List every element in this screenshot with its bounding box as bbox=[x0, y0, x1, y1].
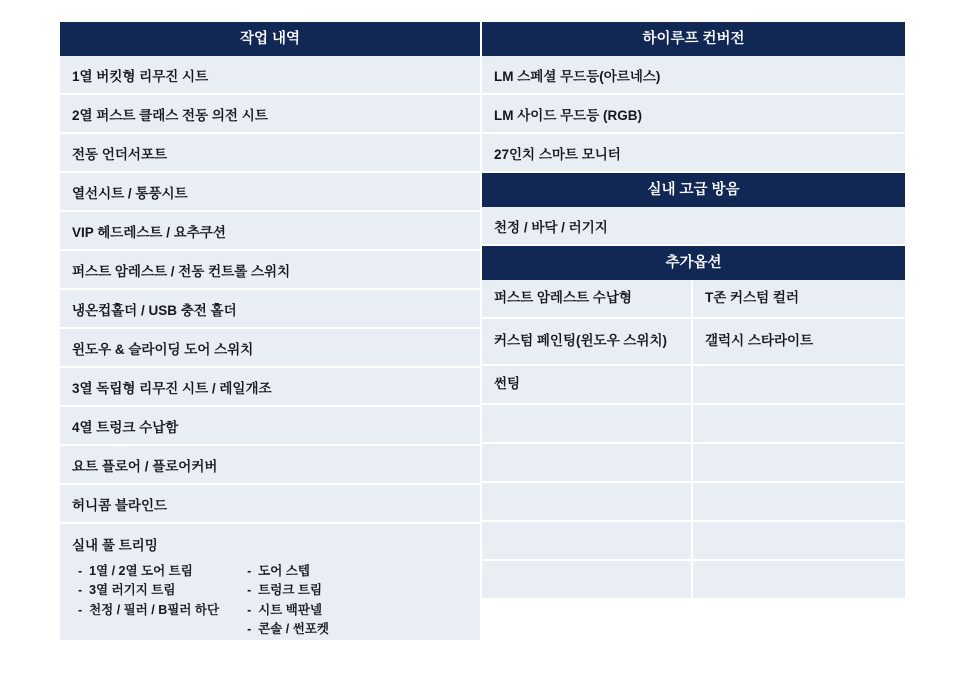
table-row bbox=[482, 405, 693, 444]
section-header-soundproof: 실내 고급 방음 bbox=[482, 173, 905, 207]
column-header-highloof: 하이루프 컨버전 bbox=[482, 22, 905, 56]
list-item: - 3열 러기지 트림 bbox=[78, 581, 219, 600]
list-item: - 도어 스텝 bbox=[247, 562, 329, 581]
table-row: T존 커스텀 컬러 bbox=[693, 280, 905, 319]
extra-options-col-a bbox=[482, 280, 693, 600]
table-row: 3열 독립형 리무진 시트 / 레일개조 bbox=[60, 368, 482, 407]
table-row: 4열 트렁크 수납함 bbox=[60, 407, 482, 446]
table-row bbox=[482, 444, 693, 483]
table-row: 천정 / 바닥 / 러기지 bbox=[482, 207, 905, 246]
spec-table bbox=[60, 22, 905, 642]
list-item: - 천정 / 필러 / B필러 하단 bbox=[78, 601, 219, 620]
list-item: - 콘솔 / 썬포켓 bbox=[247, 620, 329, 639]
table-row bbox=[482, 522, 693, 561]
table-row: 1열 버킷형 리무진 시트 bbox=[60, 56, 482, 95]
column-header-left: 작업 내역 bbox=[60, 22, 482, 56]
table-row: 열선시트 / 통풍시트 bbox=[60, 173, 482, 212]
table-row: 전동 언더서포트 bbox=[60, 134, 482, 173]
table-row: LM 스페셜 무드등(아르네스) bbox=[482, 56, 905, 95]
interior-trimming-list-1 bbox=[78, 562, 219, 640]
table-row: 퍼스트 암레스트 / 전동 컨트롤 스위치 bbox=[60, 251, 482, 290]
table-row: 냉온컵홀더 / USB 충전 홀더 bbox=[60, 290, 482, 329]
list-item: - 시트 백판넬 bbox=[247, 601, 329, 620]
extra-options-grid bbox=[482, 280, 905, 600]
table-row: 커스텀 페인팅(윈도우 스위치) bbox=[482, 319, 693, 366]
table-column-conversion bbox=[482, 22, 905, 600]
list-item: - 1열 / 2열 도어 트림 bbox=[78, 562, 219, 581]
table-row-interior-trimming bbox=[60, 524, 482, 642]
table-row: VIP 헤드레스트 / 요추쿠션 bbox=[60, 212, 482, 251]
table-row: 27인치 스마트 모니터 bbox=[482, 134, 905, 173]
interior-trimming-lists bbox=[72, 562, 329, 640]
table-row bbox=[693, 444, 905, 483]
table-row bbox=[693, 522, 905, 561]
table-column-work-items bbox=[60, 22, 482, 642]
table-row: 갤럭시 스타라이트 bbox=[693, 319, 905, 366]
table-row bbox=[693, 483, 905, 522]
list-item: - 트렁크 트림 bbox=[247, 581, 329, 600]
table-row bbox=[482, 561, 693, 600]
table-row: LM 사이드 무드등 (RGB) bbox=[482, 95, 905, 134]
table-row bbox=[693, 366, 905, 405]
table-row bbox=[693, 561, 905, 600]
table-row bbox=[693, 405, 905, 444]
table-row bbox=[482, 483, 693, 522]
table-row: 윈도우 & 슬라이딩 도어 스위치 bbox=[60, 329, 482, 368]
extra-options-col-b bbox=[693, 280, 905, 600]
section-header-extra-options: 추가옵션 bbox=[482, 246, 905, 280]
table-row: 2열 퍼스트 클래스 전동 의전 시트 bbox=[60, 95, 482, 134]
interior-trimming-list-2 bbox=[247, 562, 329, 640]
table-row: 퍼스트 암레스트 수납형 bbox=[482, 280, 693, 319]
interior-trimming-title: 실내 풀 트리밍 bbox=[72, 538, 158, 553]
table-row: 허니콤 블라인드 bbox=[60, 485, 482, 524]
table-row: 썬팅 bbox=[482, 366, 693, 405]
table-row: 요트 플로어 / 플로어커버 bbox=[60, 446, 482, 485]
